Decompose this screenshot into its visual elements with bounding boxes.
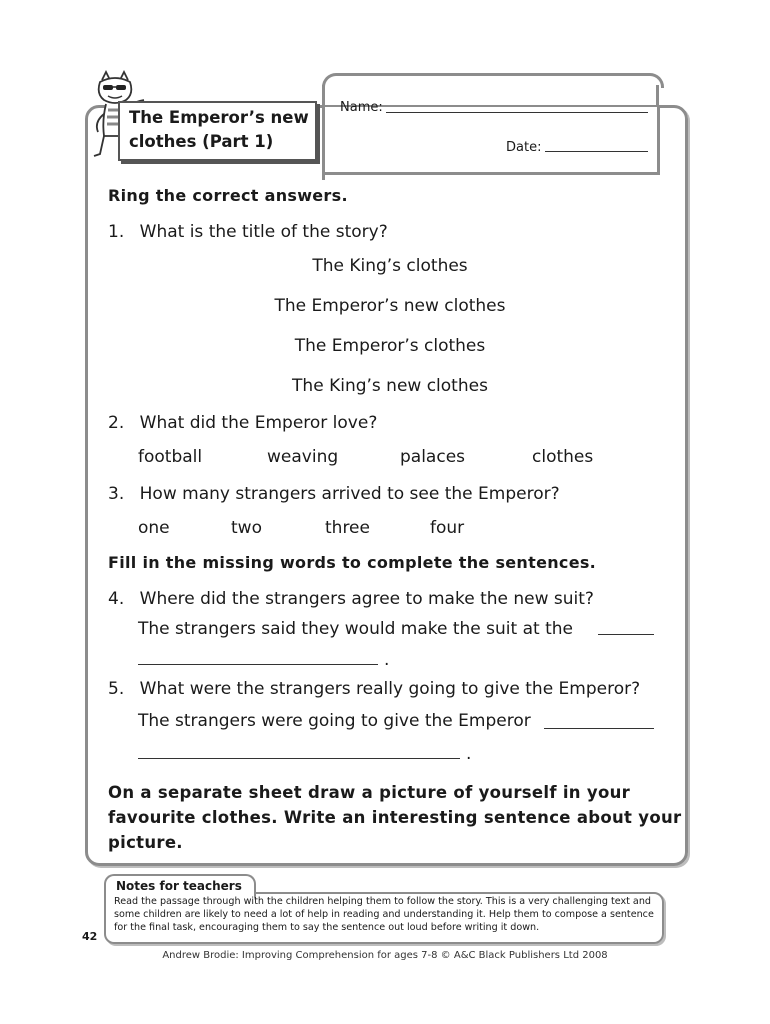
notes-body xyxy=(114,895,659,934)
instruction-ring: Ring the correct answers. xyxy=(108,186,348,205)
question-text: Where did the strangers agree to make the new suit? xyxy=(139,589,594,609)
q1-option-4[interactable]: The King’s new clothes xyxy=(292,376,488,396)
notes-line3: for the final task, encouraging them to say the sentence out loud before writing it down. xyxy=(114,922,540,933)
drawing-task-line1: On a separate sheet draw a picture of yourself in your xyxy=(108,783,631,802)
name-box-right-edge xyxy=(656,85,659,107)
q1-option-3[interactable]: The Emperor’s clothes xyxy=(294,336,486,356)
q4-sentence: The strangers said they would make the suit at the xyxy=(138,619,573,639)
page-title-line2: clothes (Part 1) xyxy=(129,132,274,151)
q4-period: . xyxy=(384,650,390,670)
instruction-fill: Fill in the missing words to complete the sentences. xyxy=(108,553,597,572)
drawing-task-line2: favourite clothes. Write an interesting sentence about your xyxy=(108,808,682,827)
question-text: What did the Emperor love? xyxy=(139,413,378,433)
date-label: Date: xyxy=(506,140,542,155)
date-field[interactable] xyxy=(545,151,648,152)
question-number: 4. xyxy=(108,589,125,609)
q3-option-3[interactable]: three xyxy=(325,518,370,538)
q2-option-2[interactable]: weaving xyxy=(267,447,339,467)
name-date-box xyxy=(322,73,664,88)
question-text: What is the title of the story? xyxy=(139,222,388,242)
question-number: 5. xyxy=(108,679,125,699)
question-2 xyxy=(108,413,377,433)
notes-title: Notes for teachers xyxy=(116,879,242,893)
q5-answer-blank-1[interactable] xyxy=(544,728,654,729)
question-number: 2. xyxy=(108,413,125,433)
q2-option-4[interactable]: clothes xyxy=(532,447,594,467)
question-number: 3. xyxy=(108,484,125,504)
q2-option-3[interactable]: palaces xyxy=(400,447,466,467)
q5-period: . xyxy=(466,744,472,764)
q2-option-1[interactable]: football xyxy=(138,447,203,467)
notes-line1: Read the passage through with the children helping them to follow the story. This is a very challenging text and xyxy=(114,896,651,907)
name-field[interactable] xyxy=(386,112,648,113)
q5-sentence: The strangers were going to give the Emperor xyxy=(138,711,531,731)
name-label: Name: xyxy=(340,100,383,115)
name-box-right-edge-lower xyxy=(657,105,660,175)
name-box-bottom-edge xyxy=(322,172,660,175)
question-number: 1. xyxy=(108,222,125,242)
drawing-task xyxy=(108,780,681,855)
q3-option-4[interactable]: four xyxy=(430,518,465,538)
question-1 xyxy=(108,222,388,242)
notes-line2: some children are likely to need a lot of help in reading and understanding it. Help them to compose a sentence xyxy=(114,909,654,920)
q4-answer-blank-2[interactable] xyxy=(138,664,378,665)
name-box-fill xyxy=(325,107,659,177)
question-text: How many strangers arrived to see the Emperor? xyxy=(139,484,560,504)
q1-option-2[interactable]: The Emperor’s new clothes xyxy=(274,296,506,316)
q4-answer-blank-1[interactable] xyxy=(598,634,654,635)
question-4 xyxy=(108,589,594,609)
drawing-task-line3: picture. xyxy=(108,833,183,852)
question-3 xyxy=(108,484,560,504)
page-title xyxy=(129,106,309,154)
q3-option-1[interactable]: one xyxy=(138,518,170,538)
page-number: 42 xyxy=(82,930,98,943)
q5-answer-blank-2[interactable] xyxy=(138,758,460,759)
footer-credit: Andrew Brodie: Improving Comprehension for ages 7-8 © A&C Black Publishers Ltd 2008 xyxy=(162,950,608,961)
question-5 xyxy=(108,679,640,699)
question-text: What were the strangers really going to give the Emperor? xyxy=(139,679,641,699)
page-title-line1: The Emperor’s new xyxy=(129,108,309,127)
q1-option-1[interactable]: The King’s clothes xyxy=(312,256,468,276)
q3-option-2[interactable]: two xyxy=(231,518,262,538)
